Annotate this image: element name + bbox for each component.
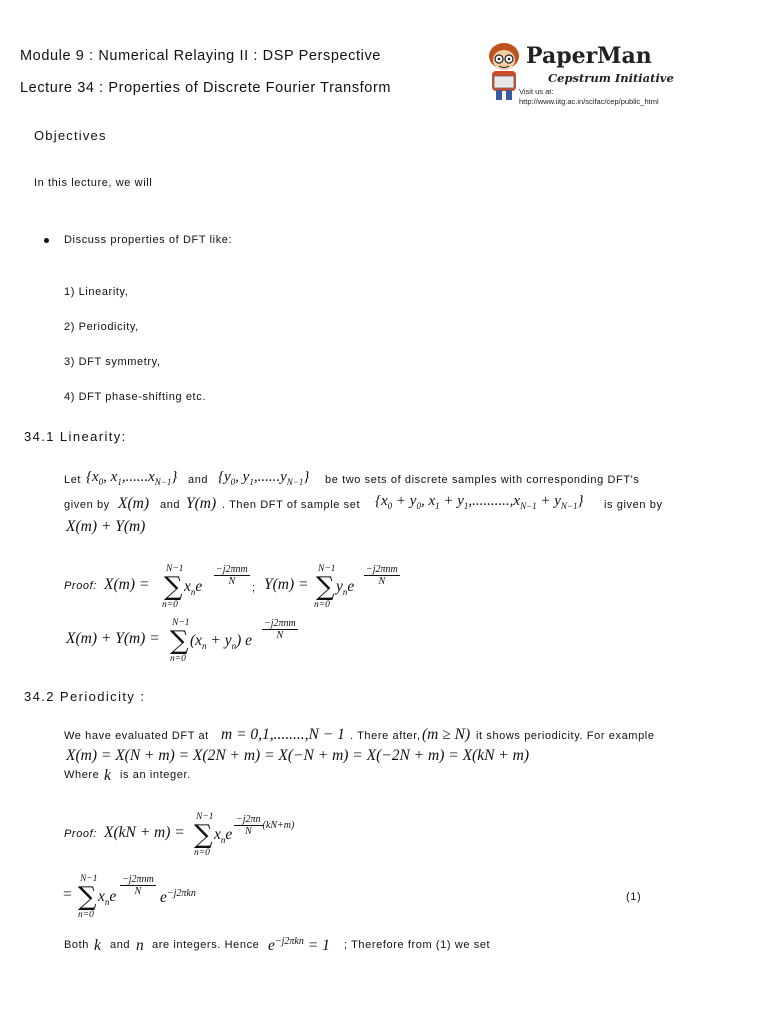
- logo-title: PaperMan: [526, 43, 652, 69]
- per-text-are: are integers. Hence: [152, 939, 260, 951]
- lin-Xm: X(m): [118, 495, 149, 512]
- lin-text-and2: and: [160, 499, 181, 511]
- objective-item: 2) Periodicity,: [64, 321, 139, 333]
- per-text-2: . There after,: [350, 730, 421, 742]
- equation-number: (1): [626, 891, 642, 903]
- objectives-bullet: Discuss properties of DFT like:: [64, 234, 233, 246]
- lin-text-let: Let: [64, 474, 82, 486]
- lin-Ym: Y(m): [186, 495, 217, 512]
- per-k: k: [104, 767, 111, 784]
- module-title: Module 9 : Numerical Relaying II : DSP Perspective: [20, 48, 381, 64]
- per-text-integer: is an integer.: [120, 769, 191, 781]
- paperman-logo: [484, 40, 684, 110]
- lin-text-given-by: given by: [64, 499, 110, 511]
- set-x: {$x_0$, $x_1,......x_{N-1}$}: [86, 469, 178, 487]
- bullet-icon: [44, 238, 49, 243]
- per-text-where: Where: [64, 769, 100, 781]
- logo-visit-label: Visit us at:: [519, 87, 554, 96]
- set-y: {$y_0$, $y_1,......y_{N-1}$}: [218, 469, 310, 487]
- per-cond: (m ≥ N): [422, 726, 471, 743]
- lin-text-is-given: is given by: [604, 499, 663, 511]
- per-k2: k: [94, 937, 101, 954]
- lin-text-and: and: [188, 474, 209, 486]
- per-text-and: and: [110, 939, 131, 951]
- per-text-therefore: ; Therefore from (1) we set: [344, 939, 491, 951]
- per-text-1: We have evaluated DFT at: [64, 730, 209, 742]
- per-eq-chain: X(m) = X(N + m) = X(2N + m) = X(−N + m) = X(−2N + m) = X(kN + m): [66, 747, 529, 764]
- per-text-3: it shows periodicity. For example: [476, 730, 655, 742]
- paperman-mascot-icon: [484, 40, 524, 102]
- lin-result: X(m) + Y(m): [66, 518, 146, 535]
- per-text-both: Both: [64, 939, 90, 951]
- objective-item: 4) DFT phase-shifting etc.: [64, 391, 206, 403]
- proof-label-periodicity: Proof:: [64, 828, 97, 840]
- section-heading-periodicity: 34.2 Periodicity :: [24, 689, 146, 704]
- lin-text-then: . Then DFT of sample set: [222, 499, 361, 511]
- proof-label: Proof:: [64, 580, 97, 592]
- objectives-intro: In this lecture, we will: [34, 177, 153, 189]
- per-identity: $e^{-j2\pi kn} = 1$: [268, 936, 330, 955]
- per-n: n: [136, 937, 144, 954]
- objective-item: 3) DFT symmetry,: [64, 356, 161, 368]
- section-heading-linearity: 34.1 Linearity:: [24, 429, 127, 444]
- lin-text-be-two: be two sets of discrete samples with corresponding DFT's: [325, 474, 640, 486]
- lecture-title: Lecture 34 : Properties of Discrete Fourier Transform: [20, 80, 392, 96]
- logo-url[interactable]: http://www.iitg.ac.in/scifac/cep/public_html: [519, 97, 659, 106]
- semicolon: ;: [252, 582, 256, 594]
- logo-subtitle: Cepstrum Initiative: [548, 71, 674, 85]
- objectives-heading: Objectives: [34, 128, 107, 143]
- per-m-range: m = 0,1,........,N − 1: [221, 726, 345, 743]
- objective-item: 1) Linearity,: [64, 286, 129, 298]
- set-sum: {$x_0 + y_0$, $x_1 + y_1,..........,x_{N-1} + y_{N-1}$}: [375, 493, 584, 511]
